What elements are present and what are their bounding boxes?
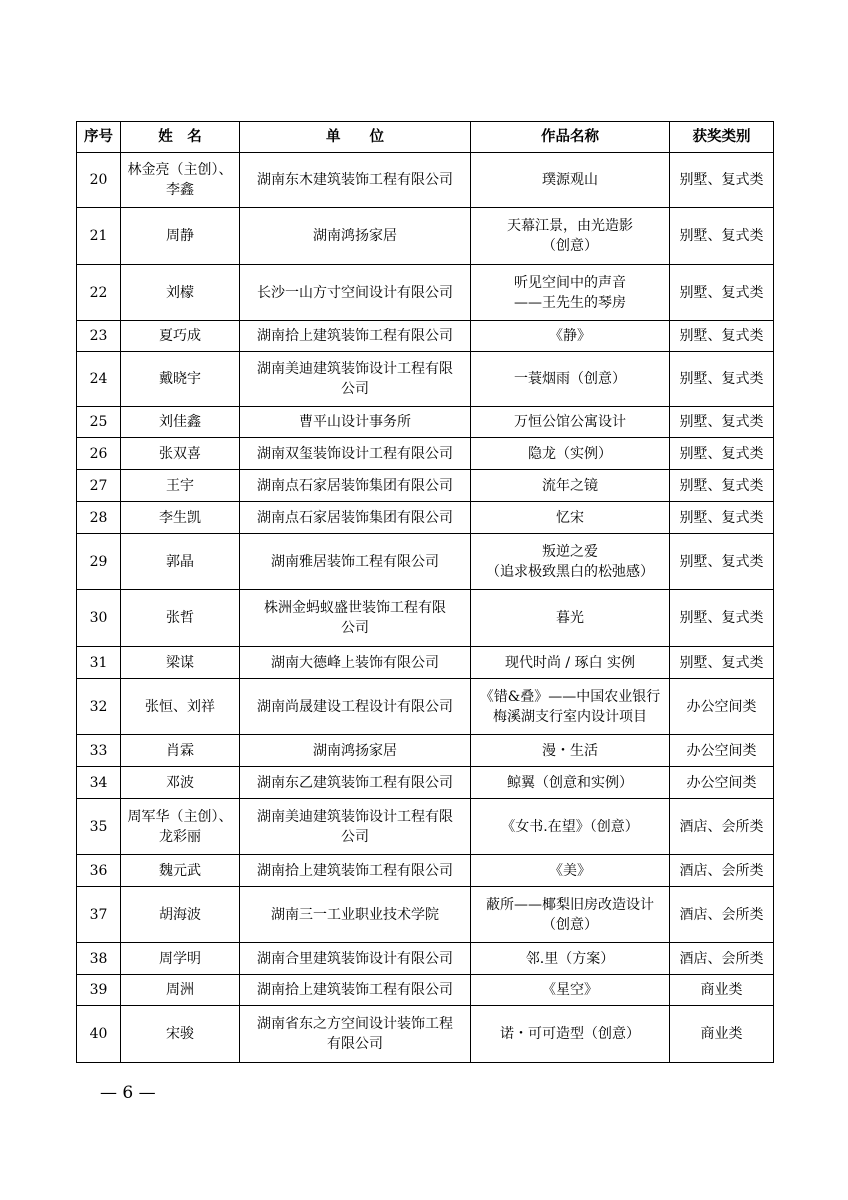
cell-organization-line: 湖南合里建筑装饰设计有限公司	[257, 950, 453, 967]
cell-name	[121, 438, 240, 470]
cell-organization	[240, 975, 471, 1006]
cell-name-line: 梁谋	[166, 654, 194, 671]
cell-index: 37	[77, 887, 121, 943]
cell-name	[121, 975, 240, 1006]
cell-organization-line: 湖南点石家居装饰集团有限公司	[257, 509, 453, 526]
cell-work-title	[471, 153, 670, 208]
header-name: 姓 名	[121, 122, 240, 153]
cell-work-title-line: 漫・生活	[542, 742, 598, 759]
cell-award-category: 别墅、复式类	[670, 153, 774, 208]
cell-work-title	[471, 735, 670, 767]
cell-award-category: 酒店、会所类	[670, 799, 774, 855]
table-row	[77, 321, 774, 352]
cell-work-title-line: 《女书.在望》（创意）	[501, 818, 639, 835]
cell-award-category: 别墅、复式类	[670, 208, 774, 265]
cell-name-line: 周军华（主创）、	[127, 808, 233, 825]
cell-index: 34	[77, 767, 121, 799]
table-row	[77, 153, 774, 208]
cell-organization-line: 湖南拾上建筑装饰工程有限公司	[257, 982, 453, 998]
table-row	[77, 470, 774, 502]
cell-organization	[240, 1006, 471, 1063]
cell-index: 35	[77, 799, 121, 855]
cell-organization	[240, 679, 471, 735]
cell-organization-line: 湖南三一工业职业技术学院	[271, 906, 439, 923]
cell-work-title	[471, 1006, 670, 1063]
cell-work-title	[471, 502, 670, 534]
header-award-category: 获奖类别	[670, 122, 774, 153]
cell-organization	[240, 735, 471, 767]
cell-organization-line: 湖南美迪建筑装饰设计工程有限	[257, 361, 453, 377]
table-row	[77, 887, 774, 943]
cell-work-title	[471, 975, 670, 1006]
cell-name-line: 张哲	[166, 610, 194, 626]
cell-name-line: 王宇	[166, 477, 194, 494]
cell-name	[121, 679, 240, 735]
cell-award-category: 办公空间类	[670, 679, 774, 735]
cell-award-category: 商业类	[670, 1006, 774, 1063]
cell-organization-line: 湖南鸿扬家居	[313, 742, 397, 759]
cell-index: 30	[77, 590, 121, 647]
cell-work-title	[471, 767, 670, 799]
table-row	[77, 534, 774, 590]
cell-work-title-line: （创意）	[542, 916, 598, 933]
cell-organization	[240, 470, 471, 502]
cell-organization-line: 公司	[341, 381, 369, 397]
cell-organization	[240, 887, 471, 943]
cell-organization-line: 有限公司	[327, 1036, 383, 1052]
cell-organization	[240, 943, 471, 975]
cell-work-title	[471, 352, 670, 407]
cell-organization-line: 湖南鸿扬家居	[313, 228, 397, 244]
cell-organization	[240, 321, 471, 352]
cell-award-category: 别墅、复式类	[670, 407, 774, 438]
table-row	[77, 407, 774, 438]
cell-work-title-line: 听见空间中的声音	[514, 274, 626, 291]
cell-index: 21	[77, 208, 121, 265]
cell-organization	[240, 153, 471, 208]
cell-name	[121, 855, 240, 887]
cell-work-title	[471, 265, 670, 321]
cell-index: 24	[77, 352, 121, 407]
cell-organization	[240, 590, 471, 647]
table-row	[77, 735, 774, 767]
cell-organization-line: 湖南尚晟建设工程设计有限公司	[257, 698, 453, 715]
cell-work-title-line: 现代时尚 / 琢白 实例	[504, 654, 636, 671]
cell-award-category: 别墅、复式类	[670, 265, 774, 321]
cell-work-title-line: 邻.里（方案）	[525, 950, 615, 967]
table-row	[77, 502, 774, 534]
cell-organization	[240, 407, 471, 438]
table-row	[77, 438, 774, 470]
cell-name-line: 宋骏	[166, 1026, 194, 1042]
cell-work-title	[471, 321, 670, 352]
cell-name-line: 魏元武	[159, 862, 201, 879]
table-row	[77, 208, 774, 265]
table-row	[77, 265, 774, 321]
cell-work-title	[471, 534, 670, 590]
cell-work-title	[471, 208, 670, 265]
table-header-row	[77, 122, 774, 153]
cell-work-title	[471, 438, 670, 470]
cell-index: 20	[77, 153, 121, 208]
cell-award-category: 酒店、会所类	[670, 887, 774, 943]
cell-organization-line: 公司	[341, 620, 369, 636]
cell-name-line: 张双喜	[159, 445, 201, 462]
cell-name-line: 周静	[166, 228, 194, 244]
cell-name	[121, 265, 240, 321]
cell-organization-line: 湖南点石家居装饰集团有限公司	[257, 477, 453, 494]
cell-organization	[240, 855, 471, 887]
cell-award-category: 别墅、复式类	[670, 321, 774, 352]
cell-work-title-line: 隐龙（实例）	[528, 445, 612, 462]
table-body	[77, 153, 774, 1063]
cell-name-line: 李生凯	[159, 509, 201, 526]
cell-work-title-line: 叛逆之爱	[542, 543, 598, 560]
cell-index: 40	[77, 1006, 121, 1063]
cell-name-line: 周学明	[159, 950, 201, 967]
cell-name	[121, 407, 240, 438]
cell-name-line: 胡海波	[159, 906, 201, 923]
cell-award-category: 办公空间类	[670, 767, 774, 799]
cell-work-title-line: 一蓑烟雨（创意）	[514, 371, 626, 387]
table-row	[77, 767, 774, 799]
cell-name	[121, 321, 240, 352]
table-row	[77, 799, 774, 855]
cell-award-category: 办公空间类	[670, 735, 774, 767]
cell-index: 22	[77, 265, 121, 321]
header-work-title: 作品名称	[471, 122, 670, 153]
cell-work-title	[471, 590, 670, 647]
cell-name	[121, 735, 240, 767]
table-row	[77, 647, 774, 679]
cell-organization	[240, 502, 471, 534]
cell-award-category: 别墅、复式类	[670, 470, 774, 502]
table-row	[77, 1006, 774, 1063]
cell-award-category: 别墅、复式类	[670, 352, 774, 407]
header-organization: 单 位	[240, 122, 471, 153]
cell-name	[121, 590, 240, 647]
cell-work-title-line: 忆宋	[556, 509, 584, 526]
cell-organization-line: 公司	[341, 828, 369, 845]
cell-index: 25	[77, 407, 121, 438]
cell-work-title	[471, 799, 670, 855]
cell-work-title-line: 流年之镜	[542, 477, 598, 494]
cell-index: 26	[77, 438, 121, 470]
cell-organization	[240, 352, 471, 407]
cell-name	[121, 352, 240, 407]
cell-name-line: 龙彩丽	[159, 828, 201, 845]
cell-award-category: 别墅、复式类	[670, 647, 774, 679]
cell-work-title	[471, 407, 670, 438]
cell-work-title	[471, 647, 670, 679]
cell-organization	[240, 534, 471, 590]
cell-award-category: 商业类	[670, 975, 774, 1006]
cell-organization-line: 湖南美迪建筑装饰设计工程有限	[257, 808, 453, 825]
cell-index: 27	[77, 470, 121, 502]
cell-name	[121, 799, 240, 855]
cell-organization-line: 湖南大德峰上装饰有限公司	[271, 654, 439, 671]
cell-organization-line: 湖南雅居装饰工程有限公司	[271, 553, 439, 570]
cell-work-title-line: 诺・可可造型（创意）	[500, 1026, 640, 1042]
cell-organization-line: 长沙一山方寸空间设计有限公司	[257, 284, 453, 301]
table-row	[77, 943, 774, 975]
cell-organization	[240, 208, 471, 265]
cell-award-category: 酒店、会所类	[670, 943, 774, 975]
cell-name-line: 邓波	[166, 774, 194, 791]
cell-organization-line: 株洲金蚂蚁盛世装饰工程有限	[264, 600, 446, 616]
cell-award-category: 酒店、会所类	[670, 855, 774, 887]
award-table	[76, 121, 774, 1063]
cell-name-line: 郭晶	[166, 553, 194, 570]
cell-organization	[240, 647, 471, 679]
cell-name	[121, 887, 240, 943]
cell-name	[121, 502, 240, 534]
cell-index: 31	[77, 647, 121, 679]
cell-work-title-line: 天幕江景，由光造影	[507, 218, 633, 234]
cell-work-title	[471, 887, 670, 943]
table-row	[77, 855, 774, 887]
cell-name	[121, 767, 240, 799]
cell-organization-line: 湖南拾上建筑装饰工程有限公司	[257, 862, 453, 879]
table-row	[77, 975, 774, 1006]
header-index: 序号	[77, 122, 121, 153]
cell-index: 23	[77, 321, 121, 352]
cell-organization-line: 曹平山设计事务所	[299, 414, 411, 430]
cell-index: 38	[77, 943, 121, 975]
cell-work-title-line: 《美》	[549, 862, 591, 879]
cell-name	[121, 153, 240, 208]
cell-index: 36	[77, 855, 121, 887]
cell-index: 29	[77, 534, 121, 590]
cell-work-title-line: 鲸翼（创意和实例）	[507, 774, 633, 791]
cell-name-line: 刘檬	[166, 284, 194, 301]
cell-organization-line: 湖南拾上建筑装饰工程有限公司	[257, 328, 453, 344]
cell-index: 33	[77, 735, 121, 767]
cell-work-title-line: （创意）	[542, 238, 598, 254]
cell-work-title-line: 梅溪湖支行室内设计项目	[493, 708, 647, 725]
cell-organization	[240, 265, 471, 321]
cell-name	[121, 647, 240, 679]
cell-name	[121, 943, 240, 975]
table-row	[77, 590, 774, 647]
cell-index: 39	[77, 975, 121, 1006]
cell-name-line: 肖霖	[166, 742, 194, 759]
cell-organization-line: 湖南东乙建筑装饰工程有限公司	[257, 774, 453, 791]
cell-work-title	[471, 679, 670, 735]
cell-work-title-line: 《错&叠》——中国农业银行	[479, 688, 661, 705]
cell-organization-line: 湖南省东之方空间设计装饰工程	[257, 1016, 453, 1032]
cell-work-title-line: 璞源观山	[542, 172, 598, 188]
cell-name-line: 李鑫	[166, 182, 194, 198]
cell-work-title-line: 《星空》	[542, 982, 598, 998]
cell-work-title	[471, 470, 670, 502]
cell-index: 32	[77, 679, 121, 735]
cell-name	[121, 208, 240, 265]
cell-organization	[240, 767, 471, 799]
cell-organization-line: 湖南双玺装饰设计工程有限公司	[257, 445, 453, 462]
cell-name-line: 林金亮（主创）、	[127, 162, 233, 178]
cell-work-title-line: 暮光	[556, 610, 584, 626]
cell-name	[121, 470, 240, 502]
cell-work-title-line: 万恒公馆公寓设计	[514, 414, 626, 430]
cell-organization-line: 湖南东木建筑装饰工程有限公司	[257, 172, 453, 188]
cell-work-title	[471, 855, 670, 887]
cell-name-line: 周洲	[166, 982, 194, 998]
cell-name-line: 夏巧成	[159, 328, 201, 344]
cell-award-category: 别墅、复式类	[670, 590, 774, 647]
cell-work-title-line: 《静》	[549, 328, 591, 344]
cell-name-line: 戴晓宇	[159, 371, 201, 387]
cell-award-category: 别墅、复式类	[670, 438, 774, 470]
table-row	[77, 352, 774, 407]
cell-award-category: 别墅、复式类	[670, 502, 774, 534]
cell-award-category: 别墅、复式类	[670, 534, 774, 590]
cell-index: 28	[77, 502, 121, 534]
cell-organization	[240, 438, 471, 470]
cell-name-line: 刘佳鑫	[159, 414, 201, 430]
cell-work-title-line: 蔽所——椰梨旧房改造设计	[486, 896, 654, 913]
cell-name	[121, 1006, 240, 1063]
cell-name-line: 张恒、刘祥	[145, 698, 215, 715]
cell-work-title-line: ——王先生的琴房	[514, 294, 626, 311]
cell-name	[121, 534, 240, 590]
cell-organization	[240, 799, 471, 855]
cell-work-title-line: （追求极致黑白的松弛感）	[486, 563, 654, 580]
page-number: — 6 —	[100, 1083, 156, 1103]
table-row	[77, 679, 774, 735]
cell-work-title	[471, 943, 670, 975]
